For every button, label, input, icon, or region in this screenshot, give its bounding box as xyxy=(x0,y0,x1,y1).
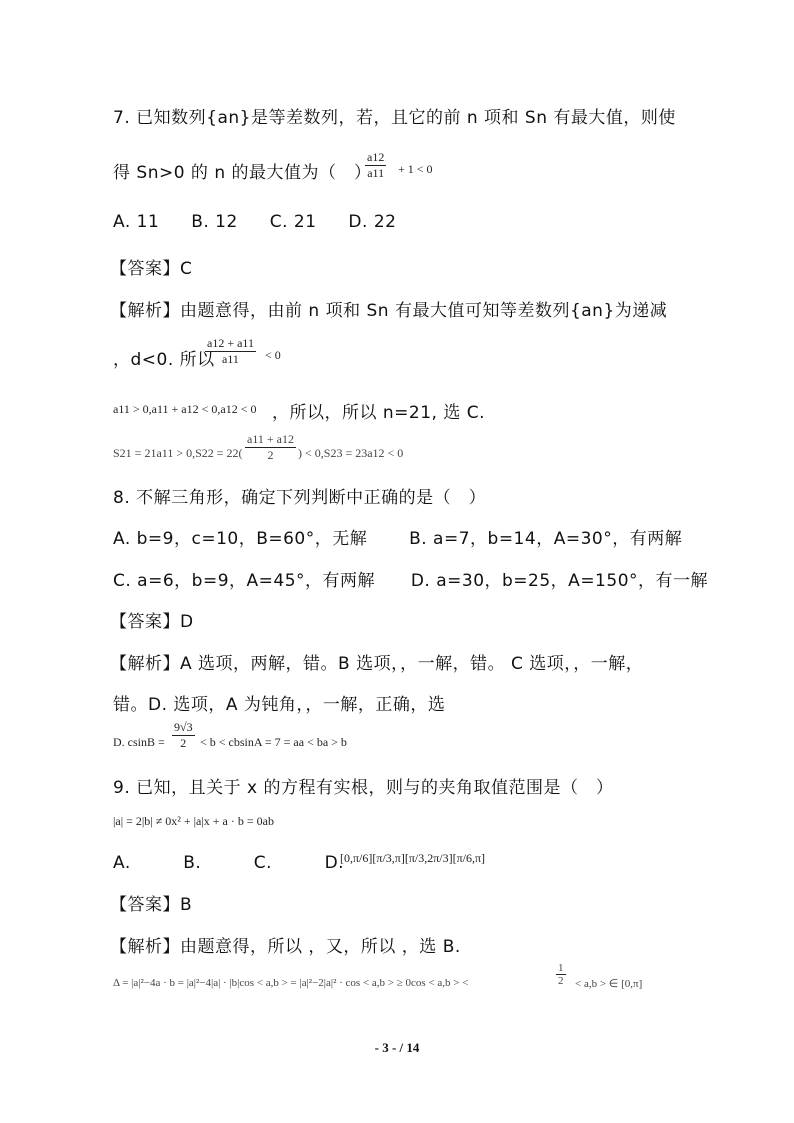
q7-answer: 【答案】C xyxy=(110,259,193,279)
q7-exp-fraction xyxy=(205,336,256,367)
q8-explanation-line1: 【解析】A 选项，两解，错。B 选项，，一解，错。 C 选项，，一解， xyxy=(110,654,644,674)
q7-cond-num: a12 xyxy=(367,150,385,164)
q7-exp-den: a11 xyxy=(222,352,239,366)
q9-exp2-num: 1 xyxy=(558,962,564,974)
q9-line1: 9. 已知，且关于 x 的方程有实根，则与的夹角取值范围是（ ） xyxy=(113,778,614,798)
q8-option-a: A. b=9，c=10，B=60°，无解 xyxy=(113,529,368,549)
q8-answer: 【答案】D xyxy=(110,612,194,632)
q9-exp2-tail: < a,b > ∈ [0,π] xyxy=(575,978,643,990)
q8-exp3-fraction xyxy=(172,720,195,751)
q8-exp3-b: < b < cbsinA = 7 = aa < ba > b xyxy=(200,735,347,749)
q7-cond-tail: + 1 < 0 xyxy=(398,162,433,176)
q9-exp2-fraction xyxy=(556,962,566,987)
q9-answer: 【答案】B xyxy=(110,895,193,915)
q9-formula: |a| = 2|b| ≠ 0x² + |a|x + a · b = 0ab xyxy=(113,814,274,828)
q7-condition-fraction xyxy=(365,150,386,181)
q7-line1: 7. 已知数列{an}是等差数列，若，且它的前 n 项和 Sn 有最大值，则使 xyxy=(113,108,676,128)
q8-exp3-a: D. csinB = xyxy=(113,735,165,749)
q7-exp-tail: < 0 xyxy=(265,348,281,362)
q9-explanation-line1: 【解析】由题意得，所以 ，又，所以 ，选 B. xyxy=(110,937,461,957)
q7-option-b: B. 12 xyxy=(191,212,238,232)
q7-exp3-formula: a11 > 0,a11 + a12 < 0,a12 < 0 xyxy=(113,402,257,416)
q7-exp4-b: ) < 0,S23 = 23a12 < 0 xyxy=(298,446,404,460)
q7-options xyxy=(113,212,422,232)
page-number: - 3 - / 14 xyxy=(374,1040,420,1055)
q7-exp4-den: 2 xyxy=(267,448,274,462)
q8-option-b: B. a=7，b=14，A=30°，有两解 xyxy=(409,529,683,549)
q9-exp2-den: 2 xyxy=(558,975,564,987)
q7-explanation-line1: 【解析】由题意得，由前 n 项和 Sn 有最大值可知等差数列{an}为递减 xyxy=(110,301,668,321)
q8-options-row2 xyxy=(113,566,708,591)
q7-cond-den: a11 xyxy=(367,166,385,180)
q8-exp3-num: 9√3 xyxy=(174,720,193,734)
q8-exp3-den: 2 xyxy=(180,736,187,750)
q7-exp4-fraction xyxy=(245,432,296,463)
q7-exp4-a: S21 = 21a11 > 0,S22 = 22( xyxy=(113,446,243,460)
q7-option-a: A. 11 xyxy=(113,212,160,232)
q8-options-row1 xyxy=(113,524,682,549)
q7-option-c: C. 21 xyxy=(269,212,317,232)
q9-exp2: Δ = |a|²−4a · b = |a|²−4|a| · |b|cos < a,b > = |a|²−2|a|² · cos < a,b > ≥ 0cos < a,b > < xyxy=(113,977,469,989)
q7-exp4-num: a11 + a12 xyxy=(247,432,294,446)
q7-line2: 得 Sn>0 的 n 的最大值为（ ） xyxy=(113,163,372,183)
q7-exp3-text: ，所以，所以 n=21, 选 C. xyxy=(272,403,486,423)
q9-options: A. B. C. D. xyxy=(113,853,345,873)
q8-option-c: C. a=6，b=9，A=45°，有两解 xyxy=(113,571,376,591)
q8-line1: 8. 不解三角形，确定下列判断中正确的是（ ） xyxy=(113,488,487,508)
q7-option-d: D. 22 xyxy=(348,212,397,232)
q9-ranges: [0,π/6][π/3,π][π/3,2π/3][π/6,π] xyxy=(340,851,486,865)
q8-explanation-line2: 错。D. 选项，A 为钝角，，一解，正确，选 xyxy=(113,695,446,715)
q8-option-d: D. a=30，b=25，A=150°，有一解 xyxy=(410,571,709,591)
q7-explanation-line2: ，d<0. 所以 xyxy=(113,350,215,370)
q7-exp-num: a12 + a11 xyxy=(207,336,254,350)
